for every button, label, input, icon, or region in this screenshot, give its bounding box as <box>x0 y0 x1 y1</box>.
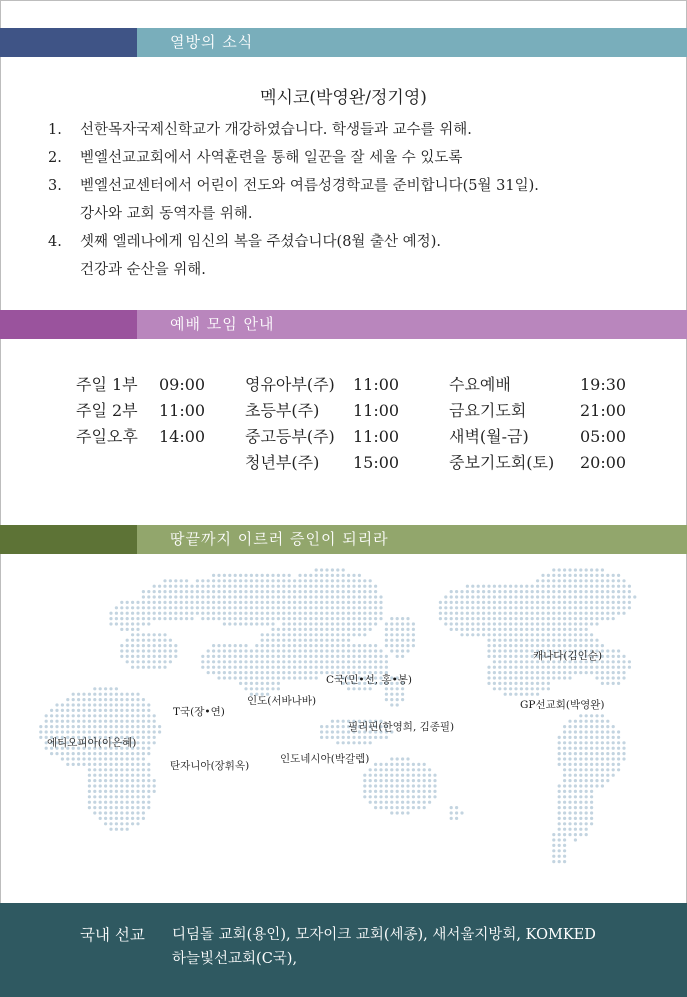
schedule-name: 주일 2부 <box>76 401 138 420</box>
prayer-item <box>48 144 678 172</box>
footer-domestic-missions <box>0 903 687 997</box>
schedule-name: 중보기도회(토) <box>449 453 555 472</box>
footer-line: 디딤돌 교회(용인), 모자이크 교회(세종), 새서울지방회, KOMKED <box>172 927 596 943</box>
band-dark-block <box>0 525 137 554</box>
map-label-philippines: 필리핀(한영희, 김종필) <box>348 721 455 733</box>
prayer-item-number: 3. <box>48 178 62 194</box>
map-label-tanzania: 탄자니아(장휘옥) <box>170 760 250 772</box>
map-label-canada: 캐나다(김인순) <box>533 650 603 662</box>
schedule-time: 15:00 <box>353 453 400 472</box>
prayer-list <box>48 116 678 284</box>
map-label-t-country: T국(장•연) <box>173 706 225 718</box>
schedule-name: 초등부(주) <box>245 401 320 420</box>
prayer-item-text: 벧엘선교센터에서 어린이 전도와 여름성경학교를 준비합니다(5월 31일). <box>80 178 539 194</box>
section-header-missions <box>0 525 687 554</box>
prayer-item <box>48 172 678 228</box>
schedule-name: 청년부(주) <box>245 453 320 472</box>
map-label-c-country: C국(민•선, 홍•봉) <box>326 674 413 686</box>
prayer-item-text: 건강과 순산을 위해. <box>80 262 206 278</box>
schedule-name: 중고등부(주) <box>245 427 335 446</box>
schedule-time: 05:00 <box>580 427 627 446</box>
prayer-item-number: 2. <box>48 150 62 166</box>
prayer-item-number: 4. <box>48 234 62 250</box>
prayer-item <box>48 228 678 284</box>
footer-text <box>172 923 672 971</box>
footer-line: 하늘빛선교회(C국), <box>172 951 298 967</box>
band-dark-block <box>0 310 137 339</box>
map-label-indonesia: 인도네시아(박갈렙) <box>280 753 370 765</box>
schedule-time: 21:00 <box>580 401 627 420</box>
section-header-label: 열방의 소식 <box>170 33 254 51</box>
prayer-item-text: 셋째 엘레나에게 임신의 복을 주셨습니다(8월 출산 예정). <box>80 234 441 250</box>
footer-label: 국내 선교 <box>80 926 145 944</box>
schedule-name: 주일오후 <box>76 427 138 446</box>
schedule-name: 금요기도회 <box>449 401 527 420</box>
prayer-item-text: 선한목자국제신학교가 개강하였습니다. 학생들과 교수를 위해. <box>80 122 472 138</box>
prayer-item-text: 강사와 교회 동역자를 위해. <box>80 206 253 222</box>
schedule-name: 수요예배 <box>449 375 511 394</box>
section-header-label: 땅끝까지 이르러 증인이 되리라 <box>170 530 389 548</box>
schedule-name: 영유아부(주) <box>245 375 335 394</box>
mexico-title: 멕시코(박영완/정기영) <box>260 88 427 108</box>
schedule-time: 11:00 <box>159 401 206 420</box>
schedule-time: 11:00 <box>353 401 400 420</box>
schedule-time: 19:30 <box>580 375 627 394</box>
schedule-name: 주일 1부 <box>76 375 138 394</box>
world-map <box>0 556 687 900</box>
band-dark-block <box>0 28 137 57</box>
schedule-time: 11:00 <box>353 375 400 394</box>
schedule-name: 새벽(월-금) <box>449 427 529 446</box>
section-header-worship <box>0 310 687 339</box>
schedule-time: 14:00 <box>159 427 206 446</box>
section-header-news <box>0 28 687 57</box>
map-label-india: 인도(서바나바) <box>247 695 317 707</box>
prayer-item <box>48 116 678 144</box>
map-label-ethiopia: 에티오피아(이은혜) <box>47 737 137 749</box>
prayer-item-number: 1. <box>48 122 62 138</box>
prayer-item-text: 벧엘선교교회에서 사역훈련을 통해 일꾼을 잘 세울 수 있도록 <box>80 150 463 166</box>
world-map-dots <box>0 556 687 900</box>
schedule-time: 09:00 <box>159 375 206 394</box>
map-label-gp: GP선교회(박영완) <box>520 699 605 711</box>
section-header-label: 예배 모임 안내 <box>170 315 275 333</box>
schedule-time: 20:00 <box>580 453 627 472</box>
schedule-time: 11:00 <box>353 427 400 446</box>
